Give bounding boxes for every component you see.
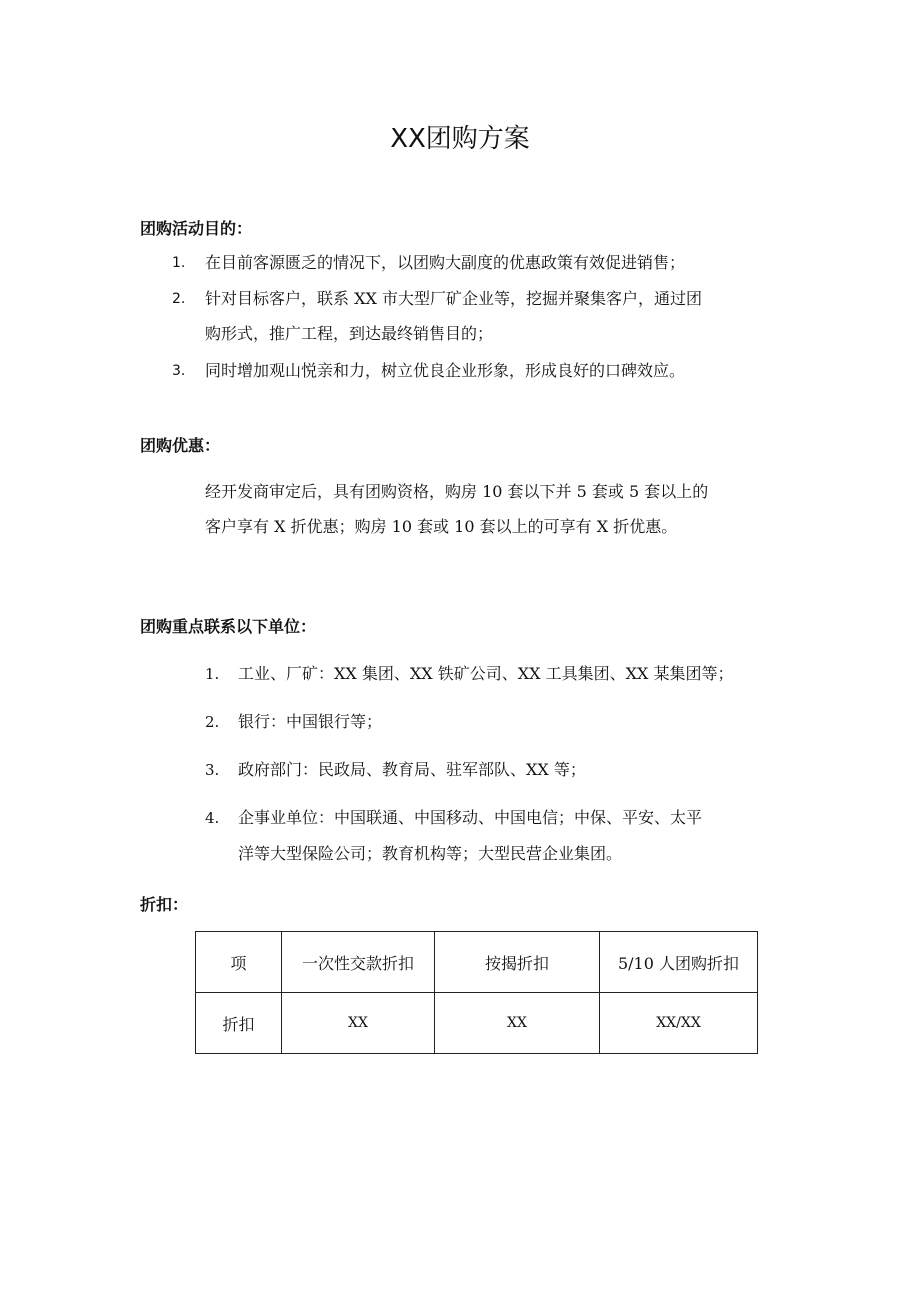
list-item-text: 企事业单位：中国联通、中国移动、中国电信；中保、平安、太平	[238, 808, 703, 827]
section-heading-purpose: 团购活动目的：	[140, 219, 253, 238]
list-item-text: 针对目标客户，联系 XX 市大型厂矿企业等，挖掘并聚集客户，通过团	[205, 289, 702, 308]
table-header-cell: 5/10 人团购折扣	[600, 932, 758, 993]
list-number: 1.	[205, 665, 220, 683]
table-header-cell: 按揭折扣	[435, 932, 600, 993]
list-number: 3.	[205, 761, 220, 779]
list-item-text: 工业、厂矿：XX 集团、XX 铁矿公司、XX 工具集团、XX 某集团等；	[238, 664, 734, 683]
section-heading-offer: 团购优惠：	[140, 436, 221, 455]
list-item-text: 在目前客源匮乏的情况下，以团购大副度的优惠政策有效促进销售；	[205, 253, 686, 272]
list-number: 3.	[172, 363, 186, 379]
paragraph-line: 客户享有 X 折优惠；购房 10 套或 10 套以上的可享有 X 折优惠。	[205, 517, 678, 536]
list-item-text: 政府部门：民政局、教育局、驻军部队、XX 等；	[238, 760, 586, 779]
discount-table	[195, 931, 758, 1054]
list-item-text: 同时增加观山悦亲和力，树立优良企业形象，形成良好的口碑效应。	[205, 361, 686, 380]
section-heading-discount: 折扣：	[140, 895, 189, 914]
list-number: 4.	[205, 809, 220, 827]
paragraph-line: 经开发商审定后，具有团购资格，购房 10 套以下并 5 套或 5 套以上的	[205, 482, 709, 501]
list-number: 2.	[172, 291, 186, 307]
table-cell: 折扣	[196, 993, 282, 1054]
list-number: 2.	[205, 713, 220, 731]
table-cell: XX	[282, 993, 435, 1054]
list-item-text: 洋等大型保险公司；教育机构等；大型民营企业集团。	[238, 844, 623, 863]
table-header-cell: 项	[196, 932, 282, 993]
table-header-cell: 一次性交款折扣	[282, 932, 435, 993]
document-title: XX团购方案	[390, 124, 530, 154]
table-cell: XX/XX	[600, 993, 758, 1054]
table-header-row	[196, 932, 758, 993]
list-number: 1.	[172, 255, 186, 271]
section-heading-units: 团购重点联系以下单位：	[140, 617, 317, 636]
table-row	[196, 993, 758, 1054]
table-cell: XX	[435, 993, 600, 1054]
list-item-text: 银行：中国银行等；	[238, 712, 383, 731]
list-item-text: 购形式，推广工程，到达最终销售目的；	[205, 324, 494, 343]
